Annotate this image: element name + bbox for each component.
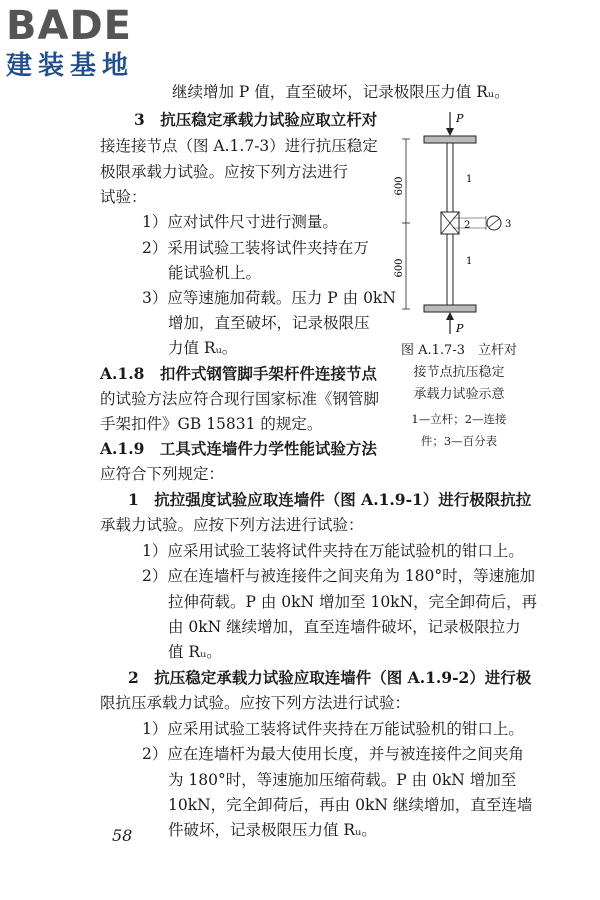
figure-legend-line-2: 件；3—百分表: [420, 434, 498, 448]
figure-caption-line-3: 承载力试验示意: [413, 387, 505, 402]
text-line: 3 抗压稳定承载力试验应取立杆对: [134, 110, 378, 129]
text-line: 试验：: [100, 188, 147, 206]
text-line: 接连接节点（图 A.1.7-3）进行抗压稳定: [100, 137, 378, 155]
text-line: 手架扣件》GB 15831 的规定。: [100, 415, 323, 433]
text-line: 2）采用试验工装将试件夹持在万: [142, 239, 369, 257]
top-plate: [424, 136, 476, 143]
load-label-top: P: [456, 112, 464, 125]
text-line: 承载力试验。应按下列方法进行试验：: [100, 516, 364, 534]
text-line: 极限承载力试验。应按下列方法进行: [100, 163, 349, 181]
text-line: 应符合下列规定：: [100, 465, 225, 483]
text-line: 2）应在连墙杆为最大使用长度，并与被连接件之间夹角: [142, 745, 524, 763]
text-line: 由 0kN 继续增加，直至连墙件破坏，记录极限拉力: [168, 618, 521, 636]
figure-legend-line-1: 1—立杆；2—连接: [411, 412, 507, 426]
text-line: 1）应采用试验工装将试件夹持在万能试验机的钳口上。: [142, 542, 524, 560]
part-label-3: 3: [505, 219, 512, 230]
dimension-upper-label: 600: [394, 176, 405, 196]
logo-wordmark: BADE: [6, 3, 132, 49]
text-line: 的试验方法应符合现行国家标准《钢管脚: [100, 390, 380, 408]
bottom-plate: [424, 305, 476, 312]
page-number: 58: [112, 826, 133, 845]
figure-caption-line-1: 图 A.1.7-3 立杆对: [401, 343, 517, 358]
logo-subtitle: 建装基地: [6, 51, 135, 81]
text-line: 力值 Rᵤ。: [168, 339, 238, 357]
part-label-2: 2: [464, 220, 471, 231]
part-label-1-upper: 1: [466, 174, 473, 185]
text-line: 1）应对试件尺寸进行测量。: [142, 213, 338, 231]
text-line: A.1.9 工具式连墙件力学性能试验方法: [100, 439, 377, 458]
load-label-bottom: P: [456, 322, 464, 335]
text-line: 1）应采用试验工装将试件夹持在万能试验机的钳口上。: [142, 720, 524, 738]
text-line: 值 Rᵤ。: [168, 643, 222, 661]
load-arrowhead-bottom: [446, 312, 454, 320]
figure-caption-line-2: 接节点抗压稳定: [413, 365, 505, 380]
text-line: 增加，直至破坏，记录极限压: [168, 314, 370, 332]
text-line: 件破坏，记录极限压力值 Rᵤ。: [168, 821, 377, 839]
text-line: 1 抗拉强度试验应取连墙件（图 A.1.9-1）进行极限抗拉: [128, 490, 532, 509]
text-line: 2 抗压稳定承载力试验应取连墙件（图 A.1.9-2）进行极: [128, 668, 532, 687]
text-line: 继续增加 P 值，直至破坏，记录极限压力值 Rᵤ。: [172, 83, 510, 101]
text-line: 10kN，完全卸荷后，再由 0kN 继续增加，直至连墙: [168, 796, 533, 814]
load-arrowhead-top: [446, 128, 454, 136]
text-line: A.1.8 扣件式钢管脚手架杆件连接节点: [100, 364, 377, 383]
text-line: 为 180°时，等速施加压缩荷载。P 由 0kN 增加至: [168, 771, 517, 789]
part-label-1-lower: 1: [466, 256, 473, 267]
dimension-lower-label: 600: [394, 258, 405, 278]
text-line: 3）应等速施加荷载。压力 P 由 0kN: [142, 289, 396, 307]
text-line: 拉伸荷载。P 由 0kN 增加至 10kN，完全卸荷后，再: [168, 593, 538, 611]
text-line: 限抗压承载力试验。应按下列方法进行试验：: [100, 694, 411, 712]
brand-logo: [6, 4, 176, 82]
test-diagram: [390, 108, 550, 338]
text-line: 2）应在连墙杆与被连接件之间夹角为 180°时，等速施加: [142, 567, 536, 585]
text-line: 能试验机上。: [168, 264, 262, 282]
